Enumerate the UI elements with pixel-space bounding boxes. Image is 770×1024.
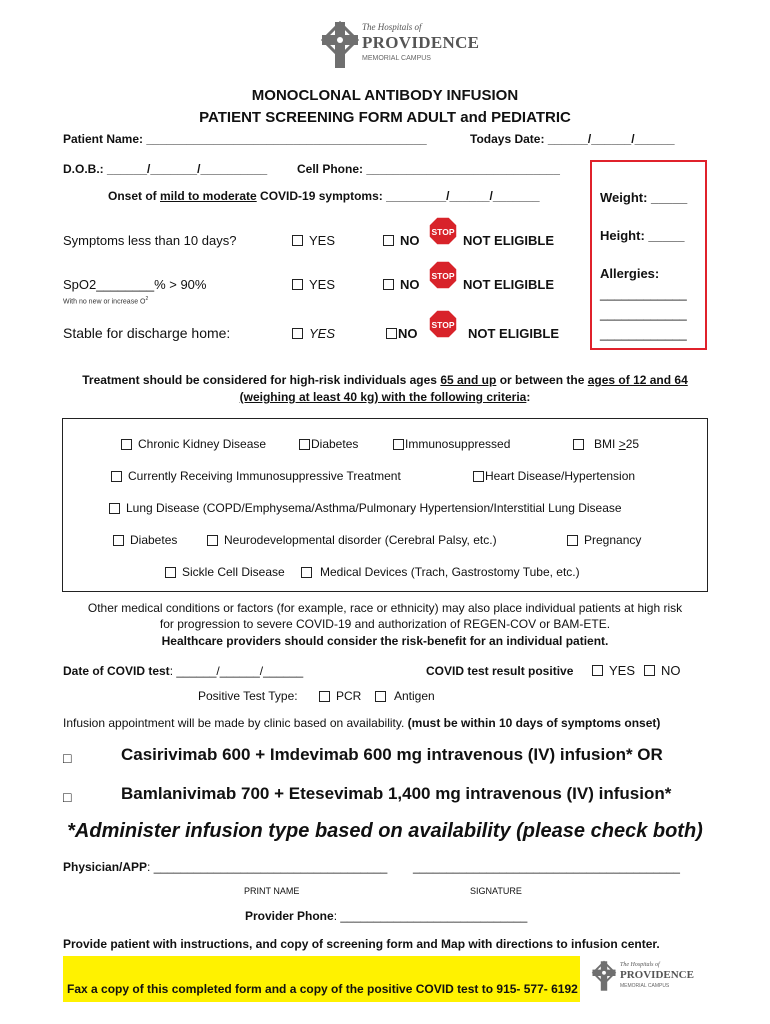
criteria-label: Immunosuppressed [405, 437, 511, 451]
covid-date-colon: : [169, 664, 174, 678]
title-sub: PATIENT SCREENING FORM ADULT and PEDIATRIC [199, 109, 571, 126]
vitals-box [590, 160, 707, 350]
treatment-age-range: ages of 12 and 64 [587, 373, 688, 387]
covid-result-label: COVID test result positive [426, 664, 574, 678]
covid-result-yes[interactable] [592, 663, 635, 678]
criteria-diabetes-2[interactable] [113, 533, 177, 547]
bmi-symbol: > [618, 437, 626, 451]
question-stable-not-eligible: NOT ELIGIBLE [468, 326, 559, 341]
question-spo2-label: SpO2________% > 90% [63, 277, 207, 292]
criteria-pregnancy[interactable] [567, 533, 641, 547]
treatment-line-2 [0, 390, 770, 404]
infusion-opt2-label: Bamlanivimab 700 + Etesevimab 1,400 mg intravenous (IV) infusion* [121, 784, 672, 803]
fax-highlight [63, 956, 580, 1002]
allergies-line-3[interactable]: ____________ [600, 326, 687, 341]
criteria-heart-disease[interactable] [473, 469, 635, 483]
checkbox-icon [113, 535, 124, 546]
logo-line1: The Hospitals of [362, 22, 422, 32]
question-stable-no[interactable] [386, 326, 418, 341]
criteria-immunosuppressive-treatment[interactable] [111, 469, 401, 483]
patient-name-label: Patient Name: [63, 132, 144, 146]
title-main: MONOCLONAL ANTIBODY INFUSION [251, 87, 519, 104]
other-line-1: Other medical conditions or factors (for example, race or ethnicity) may also place individual patients at high risk [87, 601, 683, 615]
logo-line3: MEMORIAL CAMPUS [362, 55, 431, 62]
onset-blank: _________/______/_______ [386, 189, 540, 203]
infusion-note [63, 716, 660, 730]
cell-phone-label: Cell Phone: [297, 162, 364, 176]
onset-mild: mild to moderate [160, 189, 257, 203]
covid-date-field[interactable] [63, 664, 303, 678]
infusion-opt2-checkbox[interactable]: □ [63, 789, 72, 805]
todays-date-label: Todays Date: [470, 132, 545, 146]
checkbox-icon [386, 328, 397, 339]
checkbox-icon [111, 471, 122, 482]
cell-phone-blank: _____________________________ [366, 162, 560, 176]
criteria-label: Diabetes [311, 437, 359, 451]
treatment-weight-criteria: (weighing at least 40 kg) with the following criteria [239, 390, 527, 404]
checkbox-icon [109, 503, 120, 514]
other-line-2: for progression to severe COVID-19 and authorization of REGEN-COV or BAM-ETE. [159, 617, 611, 631]
administer-note: *Administer infusion type based on availability (please check both) [67, 820, 703, 842]
logo-line2: PROVIDENCE [620, 969, 694, 981]
stop-sign-text: STOP [431, 320, 455, 330]
treatment-line-1 [0, 373, 770, 387]
criteria-label: Neurodevelopmental disorder (Cerebral Palsy, etc.) [224, 533, 497, 547]
weight-field[interactable]: Weight: _____ [600, 190, 688, 205]
no-label: NO [400, 277, 420, 292]
criteria-label: Diabetes [130, 533, 178, 547]
criteria-bmi[interactable] [573, 437, 639, 451]
yes-label: YES [309, 326, 336, 341]
patient-name-field[interactable] [63, 132, 427, 146]
yes-label: YES [609, 663, 636, 678]
allergies-line-2[interactable]: ____________ [600, 306, 687, 321]
checkbox-icon [375, 691, 386, 702]
checkbox-icon [292, 235, 303, 246]
pcr-label: PCR [336, 689, 362, 703]
physician-field[interactable] [63, 860, 387, 874]
dob-label: D.O.B.: [63, 162, 104, 176]
question-symptoms-no[interactable] [383, 233, 420, 248]
spo2-sub-sup: 2 [145, 296, 149, 302]
onset-pre: Onset of [108, 189, 157, 203]
patient-name-blank: __________________________________________ [146, 132, 427, 146]
logo-line3: MEMORIAL CAMPUS [620, 983, 670, 989]
stop-sign-icon [428, 309, 458, 339]
checkbox-icon [393, 439, 404, 450]
height-field[interactable]: Height: _____ [600, 228, 685, 243]
no-label: NO [398, 326, 418, 341]
criteria-box [62, 418, 708, 592]
infusion-note-text: Infusion appointment will be made by clinic based on availability. [63, 716, 405, 730]
logo-line2: PROVIDENCE [362, 33, 480, 52]
criteria-label: Currently Receiving Immunosuppressive Treatment [128, 469, 401, 483]
criteria-label: Lung Disease (COPD/Emphysema/Asthma/Pulmonary Hypertension/Interstitial Lung Disease [126, 501, 622, 515]
instructions-text: Provide patient with instructions, and copy of screening form and Map with directions to infusion center. [63, 937, 660, 951]
criteria-medical-devices[interactable] [301, 565, 580, 579]
stop-sign-text: STOP [431, 271, 455, 281]
infusion-note-bold: (must be within 10 days of symptoms onset) [407, 716, 661, 730]
checkbox-icon [207, 535, 218, 546]
stop-sign-text: STOP [431, 227, 455, 237]
hospital-logo [320, 20, 480, 72]
hospital-logo-footer [590, 960, 700, 994]
todays-date-field[interactable] [470, 132, 675, 146]
question-spo2-sub [63, 296, 148, 305]
print-name-label: PRINT NAME [244, 886, 300, 896]
cell-phone-field[interactable] [297, 162, 560, 176]
other-line-3: Healthcare providers should consider the risk-benefit for an individual patient. [161, 634, 609, 648]
criteria-ckd[interactable] [121, 437, 266, 451]
no-label: NO [661, 663, 681, 678]
physician-colon: : [147, 860, 151, 874]
criteria-label: BMI [594, 437, 616, 451]
covid-result-no[interactable] [644, 663, 681, 678]
question-stable-yes[interactable] [292, 326, 335, 341]
physician-label: Physician/APP [63, 860, 148, 874]
criteria-diabetes-1[interactable] [299, 437, 358, 451]
onset-field[interactable] [108, 189, 540, 203]
infusion-opt1-checkbox[interactable]: □ [63, 750, 72, 766]
provider-phone-colon: : [333, 909, 338, 923]
treatment-text-a: Treatment should be considered for high-risk individuals ages [82, 373, 437, 387]
provider-phone-blank: ____________________________ [340, 909, 528, 923]
cross-logo-icon [590, 960, 618, 992]
covid-date-label: Date of COVID test [63, 664, 170, 678]
criteria-neurodevelopmental[interactable] [207, 533, 497, 547]
no-label: NO [400, 233, 420, 248]
checkbox-icon [473, 471, 484, 482]
criteria-label: Heart Disease/Hypertension [485, 469, 636, 483]
todays-date-blank: ______/______/______ [547, 132, 675, 146]
question-stable-label: Stable for discharge home: [63, 325, 231, 341]
question-spo2-yes[interactable] [292, 277, 335, 292]
dob-field[interactable] [63, 162, 267, 176]
test-type-label: Positive Test Type: [198, 689, 298, 703]
question-symptoms-not-eligible: NOT ELIGIBLE [463, 233, 554, 248]
logo-line1: The Hospitals of [620, 962, 660, 968]
test-type-pcr[interactable] [319, 689, 361, 703]
treatment-text-c: or between the [499, 373, 585, 387]
covid-date-blank: ______/______/______ [176, 664, 304, 678]
question-symptoms-yes[interactable] [292, 233, 335, 248]
dob-blank: ______/_______/__________ [107, 162, 268, 176]
allergies-line-1[interactable]: ____________ [600, 286, 687, 301]
provider-phone-field[interactable] [245, 909, 527, 923]
question-spo2-not-eligible: NOT ELIGIBLE [463, 277, 554, 292]
checkbox-icon [292, 328, 303, 339]
criteria-sickle-cell[interactable] [165, 565, 285, 579]
checkbox-icon [165, 567, 176, 578]
checkbox-icon [301, 567, 312, 578]
criteria-immunosuppressed[interactable] [393, 437, 510, 451]
checkbox-icon [592, 665, 603, 676]
criteria-label: Chronic Kidney Disease [138, 437, 267, 451]
checkbox-icon [299, 439, 310, 450]
checkbox-icon [383, 279, 394, 290]
bmi-value: 25 [625, 437, 640, 451]
stop-sign-icon [428, 216, 458, 246]
allergies-label: Allergies: [600, 266, 660, 281]
yes-label: YES [309, 277, 336, 292]
question-symptoms-label: Symptoms less than 10 days? [63, 233, 237, 248]
criteria-label: Medical Devices (Trach, Gastrostomy Tube, etc.) [320, 565, 580, 579]
question-spo2-no[interactable] [383, 277, 420, 292]
yes-label: YES [309, 233, 336, 248]
checkbox-icon [567, 535, 578, 546]
criteria-label: Pregnancy [584, 533, 642, 547]
criteria-label: Sickle Cell Disease [182, 565, 285, 579]
provider-phone-label: Provider Phone [245, 909, 334, 923]
checkbox-icon [573, 439, 584, 450]
onset-post: COVID-19 symptoms: [260, 189, 383, 203]
signature-label: SIGNATURE [470, 886, 522, 896]
fax-text: Fax a copy of this completed form and a copy of the positive COVID test to 915- 577- 6192 [67, 982, 578, 996]
checkbox-icon [292, 279, 303, 290]
checkbox-icon [121, 439, 132, 450]
infusion-opt1-label: Casirivimab 600 + Imdevimab 600 mg intravenous (IV) infusion* OR [121, 745, 663, 764]
stop-sign-icon [428, 260, 458, 290]
physician-print-blank: ___________________________________ [153, 860, 388, 874]
physician-signature-blank[interactable]: ________________________________________ [413, 860, 680, 874]
antigen-label: Antigen [394, 689, 435, 703]
cross-logo-icon [320, 20, 360, 70]
criteria-lung-disease[interactable] [109, 501, 622, 515]
test-type-antigen[interactable] [375, 689, 435, 703]
checkbox-icon [644, 665, 655, 676]
spo2-sub-text: With no new or increase O [63, 298, 146, 306]
treatment-age-65: 65 and up [440, 373, 497, 387]
treatment-colon: : [526, 390, 531, 404]
checkbox-icon [383, 235, 394, 246]
checkbox-icon [319, 691, 330, 702]
